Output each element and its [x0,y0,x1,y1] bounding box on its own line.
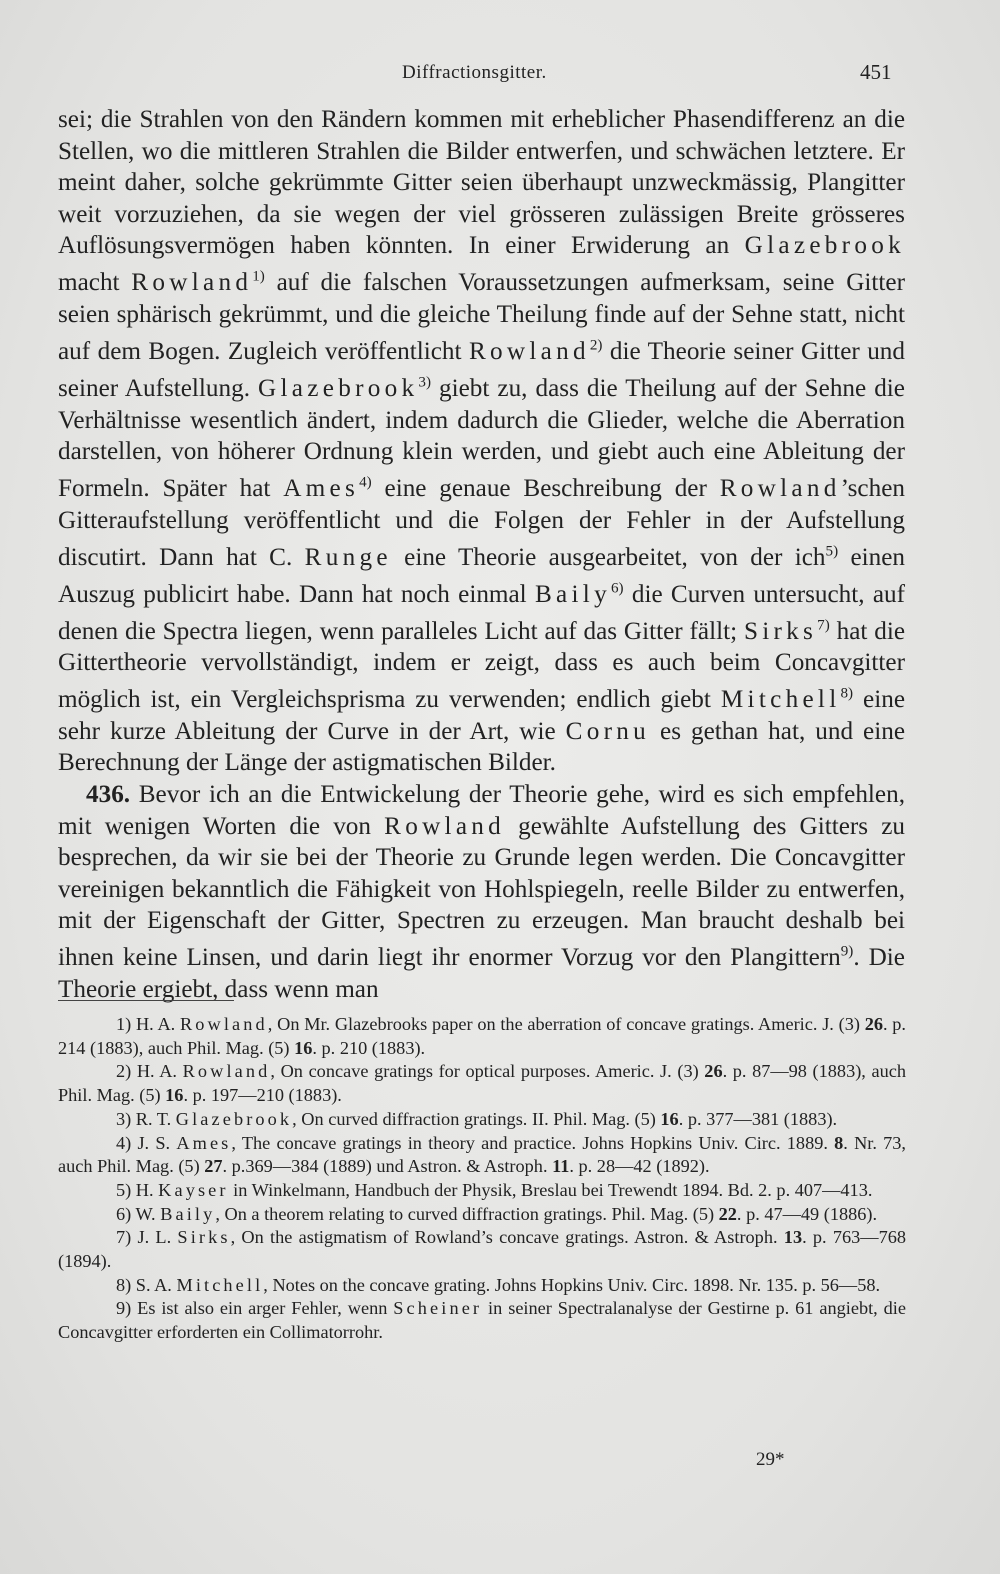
author-name: Rowland [182,1061,271,1082]
text-run: 7) J. L. [116,1227,178,1248]
section-number: 436. [86,781,131,808]
text-run: 1) H. A. [116,1014,180,1034]
text-run: auf die falschen Voraussetzungen aufmerksam, seine Gitter seien sphärisch gekrümmt, und die gleiche Theilung finde auf der Sehne statt, nicht auf dem Bogen. Zugleich veröffentlicht [58,269,905,365]
volume-number: 11 [552,1156,570,1177]
footnote-ref: 4) [359,474,372,491]
author-name: Rowland [131,269,253,297]
author-name: Baily [534,580,611,608]
text-run: in Winkelmann, Handbuch der Physik, Breslau bei Trewendt 1894. Bd. 2. p. 407—413. [228,1179,873,1200]
footnote-ref: 1) [252,268,265,285]
text-run: , On concave gratings for optical purposes. Americ. J. (3) [270,1061,705,1082]
text-run: Bevor ich an die Entwickelung der Theorie gehe, wird es sich empfehlen, mit wenigen Worten die von [58,781,905,840]
volume-number: 26 [704,1061,723,1082]
author-name: Rowland [384,812,506,840]
author-name: Mitchell [176,1274,264,1295]
author-name: Sirks [177,1227,231,1248]
text-run: in seiner Spectralanalyse der Gestirne p. 61 angiebt, die Concavgitter erforderten ein Collimatorrohr. [58,1298,906,1343]
paragraph-content [58,106,905,776]
footnote-divider [58,1000,234,1001]
footnote-ref: 8) [840,685,854,702]
text-run: 9) Es ist also ein arger Fehler, wenn [116,1298,394,1319]
paragraph [58,104,905,779]
footnote-ref: 9) [840,943,854,960]
text-run: 3) R. T. [116,1108,176,1129]
text-run: . p. 210 (1883). [312,1037,426,1058]
volume-number: 16 [294,1037,313,1058]
author-name: Mitchell [720,686,841,714]
text-run: . p. 47—49 (1886). [736,1203,878,1224]
section-paragraph [58,779,905,1006]
volume-number: 22 [718,1203,737,1224]
footnote [58,1297,906,1344]
text-run: eine sehr kurze Ableitung der Curve in der Art, wie [58,686,905,745]
text-run: 2) H. A. [116,1061,183,1082]
text-run: macht [58,269,132,297]
footnote-ref: 7) [817,617,830,634]
text-run: . p. 377—381 (1883). [678,1108,838,1129]
footnote-ref: 6) [610,580,624,597]
author-name: Ames [283,475,360,503]
footnote [58,1179,906,1203]
text-run: ’schen Gitteraufstellung veröffentlicht und die Folgen der Fehler in der Aufstellung discutirt. Dann hat C. [58,475,905,571]
text-run: , On the astigmatism of Rowland’s concave gratings. Astron. & Astroph. [230,1227,784,1248]
author-name: Runge [304,543,392,571]
author-name: Scheiner [393,1298,483,1319]
text-run: einen Auszug publicirt habe. Dann hat noch einmal [58,543,906,608]
author-name: Rowland [180,1014,268,1034]
text-run: gewählte Aufstellung des Gitters zu besprechen, da wir sie bei der Theorie zu Grunde legen werden. Die Concavgitter vereinigen bekanntlich die Fähigkeit von Hohlspiegeln, reelle Bilder zu entwerfen, mit der Eigenschaft der Gitter, Spectren zu erzeugen. Man braucht deshalb bei ihnen keine Linsen, und darin liegt ihr enormer Vorzug vor den Plangittern [58,812,905,972]
volume-number: 16 [660,1108,679,1129]
text-run: . p. 28—42 (1892). [569,1156,710,1177]
text-run: . p. 763—768 (1894). [58,1227,906,1272]
footnote [58,1108,906,1132]
volume-number: 27 [204,1156,223,1177]
text-run: 4) J. S. [116,1132,177,1153]
volume-number: 16 [165,1085,184,1106]
text-run: die Curven untersucht, auf denen die Spectra liegen, wenn paralleles Licht auf das Gitter fällt; [58,580,906,645]
author-name: Cornu [565,717,651,745]
footnote-ref: 2) [589,337,603,354]
text-run: 8) S. A. [116,1274,177,1295]
text-run: , The concave gratings in theory and practice. Johns Hopkins Univ. Circ. 1889. [231,1132,835,1153]
author-name: Rowland [719,475,841,503]
text-run: die Theorie seiner Gitter und seiner Aufstellung. [58,337,905,402]
footnote [58,1132,906,1179]
paragraph-content [58,781,905,1003]
page-number: 451 [860,60,892,84]
footnote [58,1013,906,1060]
author-name: Rowland [468,337,590,365]
text-run: giebt zu, dass die Theilung auf der Sehne die Verhältnisse wesentlich ändert, indem dadurch die Glieder, welche die Aberration darstellen, von höherer Ordnung klein werden, und giebt auch eine Ableitung der Formeln. Später hat [58,374,905,503]
text-run: , On curved diffraction gratings. II. Phil. Mag. (5) [292,1108,661,1129]
volume-number: 26 [864,1014,883,1034]
text-run: . Nr. 73, auch Phil. Mag. (5) [58,1132,906,1177]
footnote-ref: 5) [825,543,839,560]
author-name: Glazebrook [175,1108,293,1129]
text-run: , On a theorem relating to curved diffraction gratings. Phil. Mag. (5) [215,1203,719,1224]
author-name: Kayser [158,1179,229,1200]
text-run: . p. 87—98 (1883), auch Phil. Mag. (5) [58,1061,906,1106]
footnote [58,1060,906,1107]
footnotes [58,1013,906,1345]
footnote [58,1226,906,1273]
text-run: eine genaue Beschreibung der [371,475,720,503]
volume-number: 13 [783,1227,803,1248]
text-run: . p.369—384 (1889) und Astron. & Astroph. [222,1156,553,1177]
text-run: 5) H. [116,1179,159,1200]
signature-mark: 29* [756,1449,785,1470]
text-run: 6) W. [116,1203,161,1224]
text-run: hat die Gittertheorie vervollständigt, indem er zeigt, dass es auch beim Concavgitter möglich ist, ein Vergleichsprisma zu verwenden; endlich giebt [58,617,906,714]
running-head [0,58,1000,90]
footnote [58,1274,906,1298]
author-name: Baily [160,1203,216,1224]
text-run: . p. 197—210 (1883). [183,1085,342,1106]
author-name: Sirks [743,617,818,645]
text-run: , On Mr. Glazebrooks paper on the aberration of concave gratings. Americ. J. (3) [267,1014,865,1034]
text-run: sei; die Strahlen von den Rändern kommen mit erheblicher Phasendifferenz an die Stellen, wo die mittleren Strahlen die Bilder entwerfen, und schwächen letztere. Er meint daher, solche gekrümmte Gitter seien überhaupt unzweckmässig, Plangitter weit vorzuziehen, da sie wegen der viel grösseren zulässigen Breite grösseres Auflösungsvermögen haben könnten. In einer Erwiderung an [58,106,905,260]
text-run: eine Theorie ausgearbeitet, von der ich [391,543,826,571]
body-text [58,104,905,1006]
text-run: es gethan hat, und eine Berechnung der Länge der astigmatischen Bilder. [58,717,905,777]
text-run: . Die Theorie ergiebt, dass wenn man [58,944,905,1003]
author-name: Ames [176,1132,232,1153]
author-name: Glazebrook [744,232,905,260]
text-run: , Notes on the concave grating. Johns Hopkins Univ. Circ. 1898. Nr. 135. p. 56—58. [263,1274,881,1295]
running-title: Diffractionsgitter. [402,62,547,83]
text-run: . p. 214 (1883), auch Phil. Mag. (5) [58,1014,906,1058]
footnote-ref: 3) [418,374,431,391]
author-name: Glazebrook [258,374,419,402]
volume-number: 8 [834,1132,844,1153]
footnote [58,1203,906,1227]
